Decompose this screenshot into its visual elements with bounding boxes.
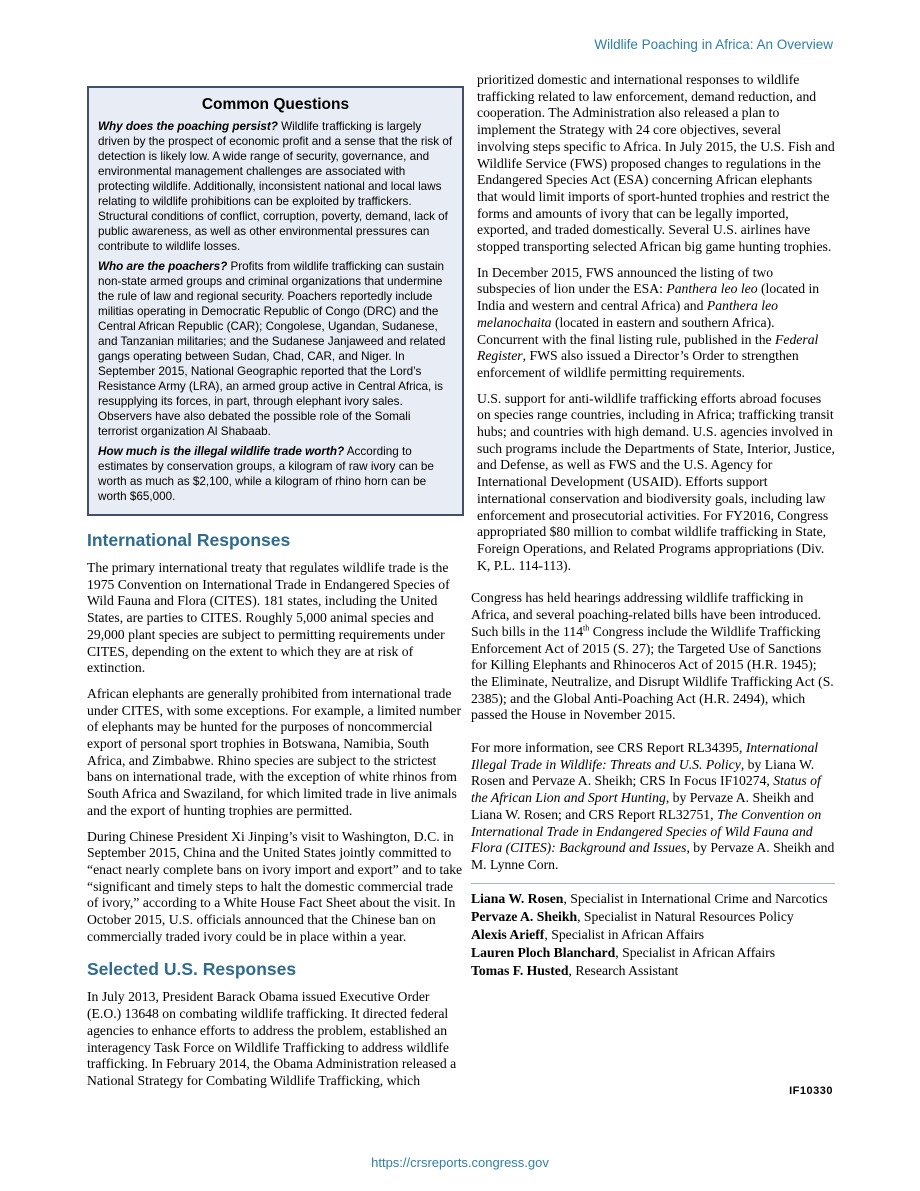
common-questions-box [87, 86, 464, 516]
author-name: Lauren Ploch Blanchard [471, 944, 616, 960]
text-run: (located in eastern and southern Africa). Concurrent with the final listing rule, published in the [477, 314, 776, 347]
author-role: , Research Assistant [568, 962, 679, 978]
us-responses-heading: Selected U.S. Responses [87, 959, 297, 980]
text-run: Congress has held hearings addressing wildlife trafficking in Africa, and several poaching-related bills have been introduced. Such bills in the 114 [471, 590, 822, 639]
document-id: IF10330 [789, 1085, 833, 1097]
author-role: , Specialist in Natural Resources Policy [577, 908, 794, 924]
report-title: International Illegal Trade in Wildlife: Threats and U.S. Policy [471, 740, 819, 772]
text-run: For more information, see CRS Report RL34395, [471, 740, 746, 756]
author-role: , Specialist in International Crime and Narcotics [563, 890, 828, 906]
faq-item [98, 119, 453, 254]
paragraph: In July 2013, President Barack Obama issued Executive Order (E.O.) 13648 on combating wildlife trafficking. It directed federal agencies to enhance efforts to address the problem, established an interagency Task Force on Wildlife Trafficking to address wildlife trafficking. In February 2014, the Obama Administration released a National Strategy for Combating Wildlife Trafficking, which [87, 989, 457, 1088]
author-role: , Specialist in African Affairs [615, 944, 776, 960]
report-title: Status of the African Lion and Sport Hunting [471, 773, 821, 806]
author-name: Pervaze A. Sheikh [471, 908, 578, 924]
text-run: , by Pervaze A. Sheikh and Liana W. Rosen; and CRS Report RL32751, [471, 790, 814, 822]
author-entry [471, 890, 835, 908]
text-run: (located in India and western and central Africa) and [477, 281, 820, 314]
species-name: Panthera leo melanochaita [477, 298, 779, 330]
paragraph: The primary international treaty that regulates wildlife trade is the 1975 Convention on International Trade in Endangered Species of Wild Fauna and Flora (CITES). 181 states, including the United States, are parties to CITES. Roughly 5,000 animal species and 29,000 plant species are subject to permitting requirements under CITES, depending on the extent to which they are at risk of extinction. [87, 560, 450, 676]
publication-name: Federal Register [477, 331, 819, 364]
faq-answer: According to estimates by conservation groups, a kilogram of raw ivory can be worth as much as $2,100, while a kilogram of rhino horn can be worth $65,000. [98, 445, 434, 503]
superscript: th [583, 623, 590, 633]
paragraph: During Chinese President Xi Jinping’s visit to Washington, D.C. in September 2015, China and the United States jointly committed to “enact nearly complete bans on ivory import and export” and to take “significant and timely steps to halt the domestic commercial trade of ivory,” according to a White House Fact Sheet about the visit. In October 2015, U.S. officials announced that the Chinese ban on commercially traded ivory could be in place within a year. [87, 828, 463, 944]
text-run: , by Pervaze A. Sheikh and M. Lynne Corn. [471, 840, 835, 872]
text-run: , FWS also issued a Director’s Order to strengthen enforcement of wildlife permitting requirements. [477, 348, 799, 380]
paragraph: African elephants are generally prohibited from international trade under CITES, with some exceptions. For example, a limited number of elephants may be hunted for the purposes of noncommercial export of personal sport trophies in Botswana, Namibia, South Africa, and Zimbabwe. Rhino species are subject to the strictest bans on international trade, with the exception of white rhinos from South Africa and Swaziland, for which limited trade in live animals and the export of hunting trophies are permitted. [87, 685, 462, 818]
box-title: Common Questions [201, 96, 350, 113]
faq-item [98, 444, 453, 504]
text-run: In December 2015, FWS announced the listing of two subspecies of lion under the ESA: [477, 264, 774, 297]
author-entry [471, 926, 835, 944]
paragraph: prioritized domestic and international responses to wildlife trafficking related to law enforcement, demand reduction, and cooperation. The Administration also released a plan to implement the Strategy with 24 core objectives, several involving steps specific to Africa. In July 2015, the U.S. Fish and Wildlife Service (FWS) proposed changes to regulations in the Endangered Species Act (ESA) concerning African elephants that would limit imports of sport-hunted trophies and restrict the forms and amounts of ivory that can be legally imported, exported, and traded domestically. Several U.S. airlines have stopped transporting selected African big game hunting trophies. [477, 72, 835, 255]
author-divider [471, 883, 835, 884]
author-entry [471, 908, 835, 926]
faq-answer: Profits from wildlife trafficking can sustain non-state armed groups and criminal organizations that undermine the rule of law and regional security. Poachers reportedly include militias operating in Democratic Republic of Congo (DRC) and the Central African Republic (CAR); Congolese, Ugandan, Sudanese, and Tanzanian militaries; and the Sudanese Janjaweed and related gangs operating between Sudan, Chad, CAR, and Niger. In September 2015, National Geographic reported that the Lord’s Resistance Army (LRA), an armed group active in Central Africa, is resupplying its forces, in part, through elephant ivory sales. Observers have also debated the possible role of the Somali terrorist organization Al Shabaab. [98, 260, 446, 438]
paragraph [471, 590, 835, 724]
faq-answer: Wildlife trafficking is largely driven by the prospect of economic profit and a sense that the risk of detection is likely low. A wide range of security, governance, and environmental management challenges are associated with protecting wildlife. Additionally, inconsistent national and local laws relating to wildlife prohibitions can be exploited by traffickers. Structural conditions of conflict, corruption, poverty, demand, lack of public awareness, as well as other environmental pressures can contribute to wildlife losses. [98, 120, 453, 253]
paragraph [471, 265, 835, 382]
left-column [87, 86, 463, 1099]
report-title: The Convention on International Trade in Endangered Species of Wild Fauna and Flora (CITES): Background and Issues [471, 806, 822, 856]
faq-question: Who are the poachers? [98, 260, 228, 273]
text-run: , by Liana W. Rosen and Pervaze A. Sheikh; CRS In Focus IF10274, [471, 756, 815, 789]
author-name: Liana W. Rosen [471, 890, 564, 906]
text-run: Congress include the Wildlife Trafficking Enforcement Act of 2015 (S. 27); the Targeted Use of Sanctions for Killing Elephants and Rhinoceros Act of 2015 (H.R. 1945); the Eliminate, Neutralize, and Disrupt Wildlife Trafficking Act (S. 2385); and the Global Anti-Poaching Act (H.R. 2494), which passed the House in November 2015. [471, 623, 834, 723]
species-name: Panthera leo leo [666, 281, 758, 297]
author-role: , Specialist in African Affairs [544, 926, 705, 942]
author-name: Tomas F. Husted [471, 962, 569, 978]
page-header-title: Wildlife Poaching in Africa: An Overview [594, 37, 833, 52]
paragraph [471, 740, 835, 874]
footer-url-link[interactable]: https://crsreports.congress.gov [371, 1155, 549, 1170]
author-entry [471, 962, 835, 980]
author-name: Alexis Arieff [471, 926, 545, 942]
faq-question: How much is the illegal wildlife trade worth? [98, 445, 345, 458]
international-responses-heading: International Responses [87, 530, 291, 550]
faq-item [98, 259, 453, 439]
author-entry [471, 944, 835, 962]
paragraph: U.S. support for anti-wildlife trafficking efforts abroad focuses on species range countries, including in Africa; trafficking transit hubs; and countries with high demand. U.S. agencies involved in such programs include the Departments of State, Interior, Justice, and Defense, as well as FWS and the U.S. Agency for International Development (USAID). Efforts support international conservation and biodiversity goals, including law enforcement and prosecutorial activities. For FY2016, Congress appropriated $80 million to combat wildlife trafficking in State, Foreign Operations, and Related Programs appropriations (Div. K, P.L. 114-113). [477, 390, 835, 573]
faq-question: Why does the poaching persist? [98, 120, 278, 133]
author-list [471, 890, 835, 980]
right-column [471, 72, 835, 980]
